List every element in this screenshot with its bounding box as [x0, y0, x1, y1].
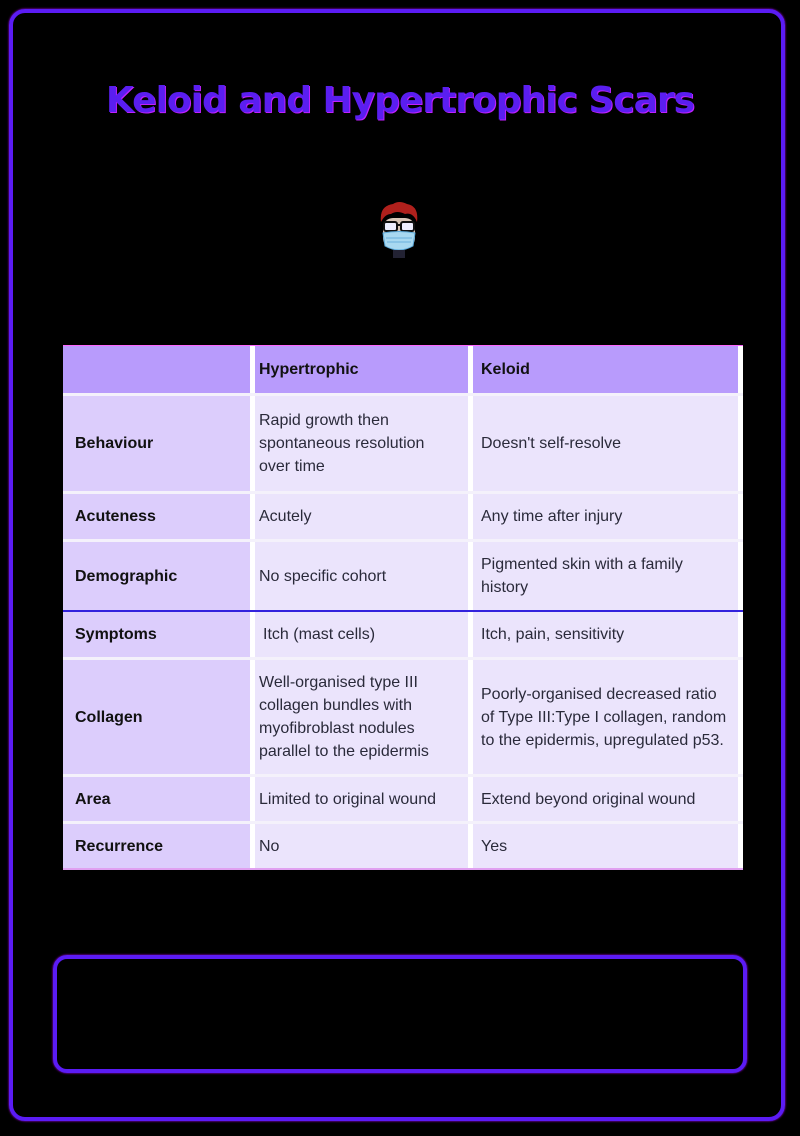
keloid-value: Extend beyond original wound: [473, 777, 738, 821]
keloid-value: Pigmented skin with a family history: [473, 542, 738, 610]
hypertrophic-value: Limited to original wound: [255, 777, 473, 821]
table-row-behaviour: [63, 396, 743, 494]
row-label: Behaviour: [63, 396, 255, 491]
hypertrophic-value: Itch (mast cells): [255, 612, 473, 657]
hypertrophic-value: Acutely: [255, 494, 473, 539]
comparison-table: [63, 345, 743, 870]
header-cell-keloid: Keloid: [473, 346, 738, 393]
row-label: Acuteness: [63, 494, 255, 539]
page-title: Keloid and Hypertrophic Scars: [105, 80, 695, 121]
row-label: Symptoms: [63, 612, 255, 657]
header-cell-empty: [63, 346, 255, 393]
keloid-value: Itch, pain, sensitivity: [473, 612, 738, 657]
keloid-value: Yes: [473, 824, 738, 868]
row-label: Area: [63, 777, 255, 821]
empty-notes-box: [53, 955, 747, 1073]
hypertrophic-value: No specific cohort: [255, 542, 473, 610]
hypertrophic-value: Well-organised type III collagen bundles with myofibroblast nodules parallel to the epidermis: [255, 660, 473, 774]
keloid-value: Any time after injury: [473, 494, 738, 539]
hypertrophic-value: No: [255, 824, 473, 868]
hypertrophic-value: Rapid growth then spontaneous resolution over time: [255, 396, 473, 491]
table-row-symptoms: [63, 612, 743, 660]
row-label: Recurrence: [63, 824, 255, 868]
row-label: Demographic: [63, 542, 255, 610]
doctor-mask-avatar-icon: [377, 200, 421, 260]
table-row-recurrence: [63, 824, 743, 870]
table-row-area: [63, 777, 743, 824]
keloid-value: Doesn't self-resolve: [473, 396, 738, 491]
table-row-collagen: [63, 660, 743, 777]
keloid-value: Poorly-organised decreased ratio of Type III:Type I collagen, random to the epidermis, upregulated p53.: [473, 660, 738, 774]
header-cell-hypertrophic: Hypertrophic: [255, 346, 473, 393]
table-header-row: [63, 345, 743, 396]
table-row-acuteness: [63, 494, 743, 542]
row-label: Collagen: [63, 660, 255, 774]
table-row-demographic: [63, 542, 743, 612]
